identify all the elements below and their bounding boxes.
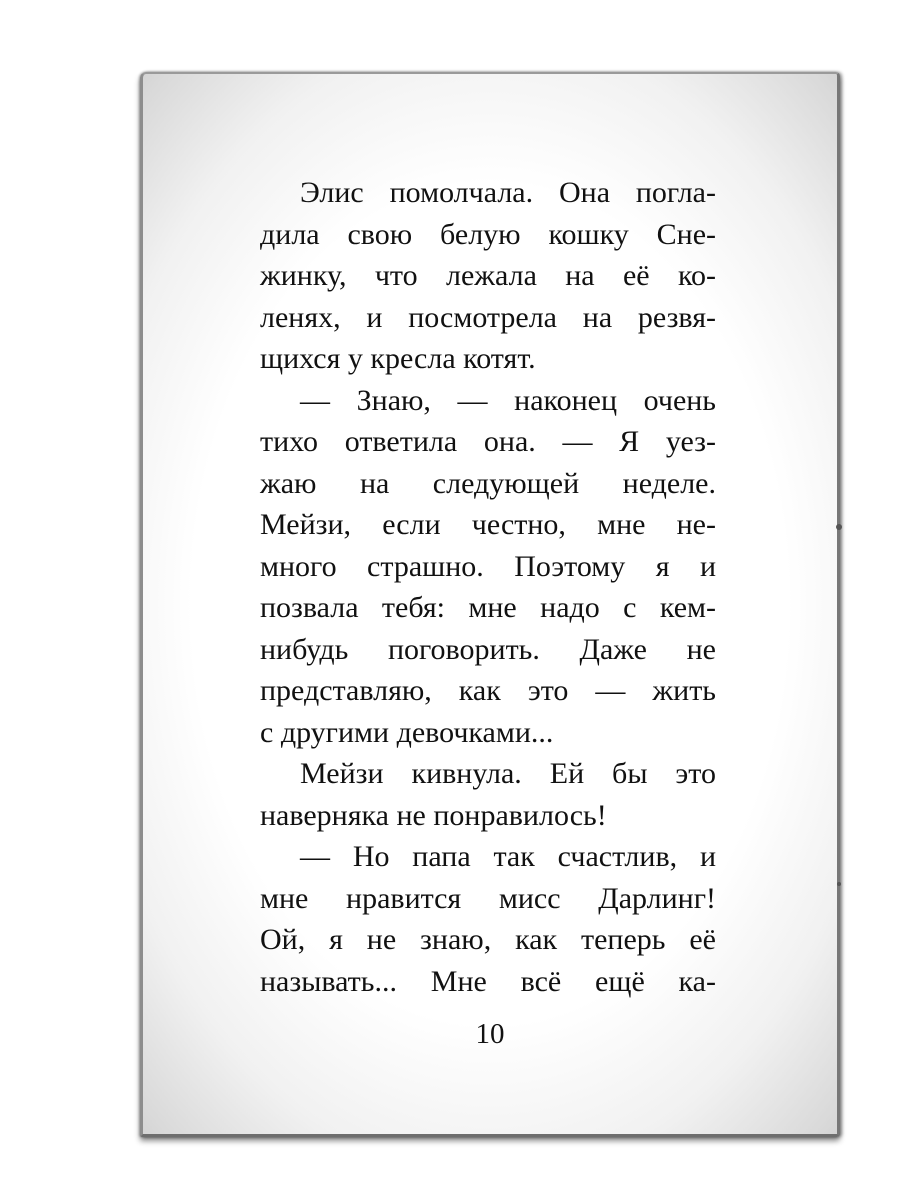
text-line: наверняка не понравилось! bbox=[260, 798, 607, 832]
text-line: жаю на следующей неделе. bbox=[260, 466, 716, 500]
page-edge-mark bbox=[837, 882, 841, 886]
paragraph-1 bbox=[260, 172, 716, 380]
text-line: ленях, и посмотрела на резвя- bbox=[260, 300, 716, 334]
page-number: 10 bbox=[475, 1018, 505, 1050]
text-line: нибудь поговорить. Даже не bbox=[260, 632, 716, 666]
text-line: Мейзи кивнула. Ей бы это bbox=[300, 757, 716, 790]
text-line: — Знаю, — наконец очень bbox=[300, 383, 716, 417]
text-line: тихо ответила она. — Я уез- bbox=[260, 425, 716, 458]
text-line: много страшно. Поэтому я и bbox=[260, 549, 716, 583]
book-page bbox=[140, 72, 840, 1137]
text-line: с другими девочками... bbox=[260, 715, 554, 749]
page-text bbox=[260, 172, 716, 1002]
text-line: называть... Мне всё ещё ка- bbox=[260, 964, 716, 998]
paragraph-4 bbox=[260, 836, 716, 1002]
paragraph-2 bbox=[260, 380, 716, 754]
page-edge-mark bbox=[836, 524, 842, 530]
text-line: мне нравится мисс Дарлинг! bbox=[260, 881, 716, 915]
text-line: дила свою белую кошку Сне- bbox=[260, 217, 716, 251]
text-line: представляю, как это — жить bbox=[260, 674, 716, 707]
text-line: Ой, я не знаю, как теперь её bbox=[260, 923, 716, 956]
text-line: Мейзи, если честно, мне не- bbox=[260, 508, 716, 541]
text-line: позвала тебя: мне надо с кем- bbox=[260, 591, 716, 624]
text-line: — Но папа так счастлив, и bbox=[300, 840, 716, 873]
text-line: щихся у кресла котят. bbox=[260, 342, 536, 375]
text-line: жинку, что лежала на её ко- bbox=[260, 259, 716, 292]
paragraph-3 bbox=[260, 753, 716, 836]
text-line: Элис помолчала. Она погла- bbox=[300, 176, 716, 209]
